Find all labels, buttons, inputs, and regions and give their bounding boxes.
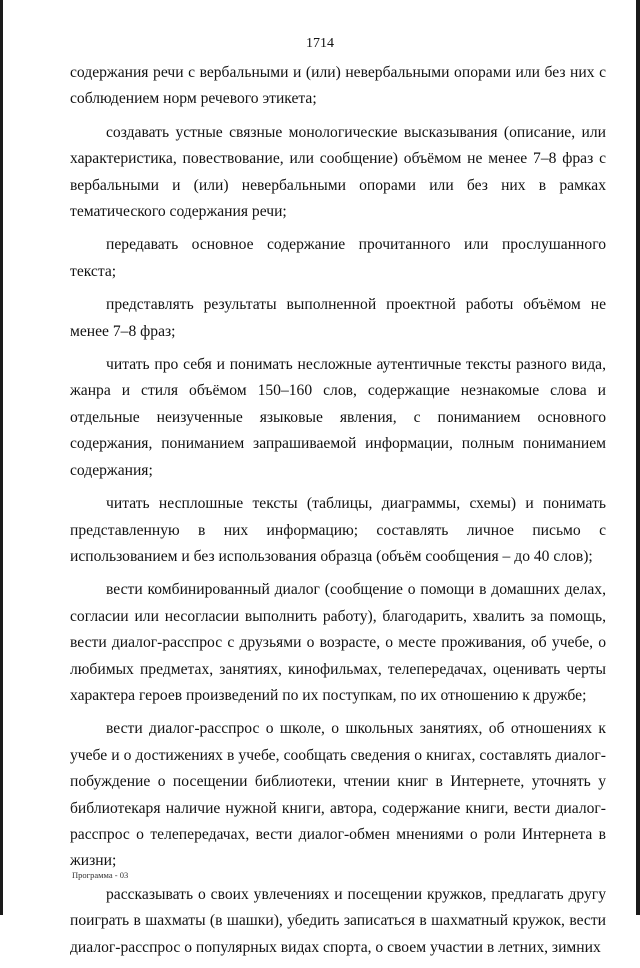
scan-edge-right [636, 0, 640, 915]
paragraph: создавать устные связные монологические высказывания (описание, или характеристика, повествование, или сообщение) объёмом не менее 7–8 фраз с вербальными и (или) невербальными опорами или без них в рамках тематического содержания речи; [70, 123, 606, 221]
paragraph: содержания речи с вербальными и (или) невербальными опорами или без них с соблюдением норм речевого этикета; [70, 64, 606, 108]
footer-label: Программа - 03 [72, 870, 129, 880]
paragraph: представлять результаты выполненной проектной работы объёмом не менее 7–8 фраз; [70, 296, 606, 340]
scan-edge-left [0, 0, 3, 915]
paragraph: рассказывать о своих увлечениях и посещении кружков, предлагать другу поиграть в шахматы (в шашки), убедить записаться в шахматный кружок, вести диалог-расспрос о популярных видах спорта, о своем участии в летних, зимних [70, 885, 606, 956]
body-text [70, 60, 606, 968]
paragraph: читать несплошные тексты (таблицы, диаграммы, схемы) и понимать представленную в них информацию; составлять личное письмо с использованием и без использования образца (объём сообщения – до 40 слов); [70, 495, 606, 565]
paragraph: вести комбинированный диалог (сообщение о помощи в домашних делах, согласии или несогласии выполнить работу), благодарить, хвалить за помощь, вести диалог-расспрос с друзьями о возрасте, о месте проживания, об учебе, о любимых предметах, занятиях, кинофильмах, телепередачах, оценивать черты характера героев произведений по их поступкам, по их отношению к дружбе; [70, 581, 606, 704]
page-number: 1714 [306, 36, 334, 51]
paragraph: читать про себя и понимать несложные аутентичные тексты разного вида, жанра и стиля объёмом 150–160 слов, содержащие незнакомые слова и отдельные неизученные языковые явления, с пониманием основного содержания, пониманием запрашиваемой информации, полным пониманием содержания; [70, 356, 606, 479]
paragraph: передавать основное содержание прочитанного или прослушанного текста; [70, 236, 606, 280]
paragraph: вести диалог-расспрос о школе, о школьных занятиях, об отношениях к учебе и о достижениях в учебе, сообщать сведения о книгах, составлять диалог-побуждение о посещении библиотеки, чтении книг в Интернете, уточнять у библиотекаря наличие нужной книги, автора, содержание книги, вести диалог-расспрос о телепередачах, вести диалог-обмен мнениями о роли Интернета в жизни; [70, 720, 606, 870]
